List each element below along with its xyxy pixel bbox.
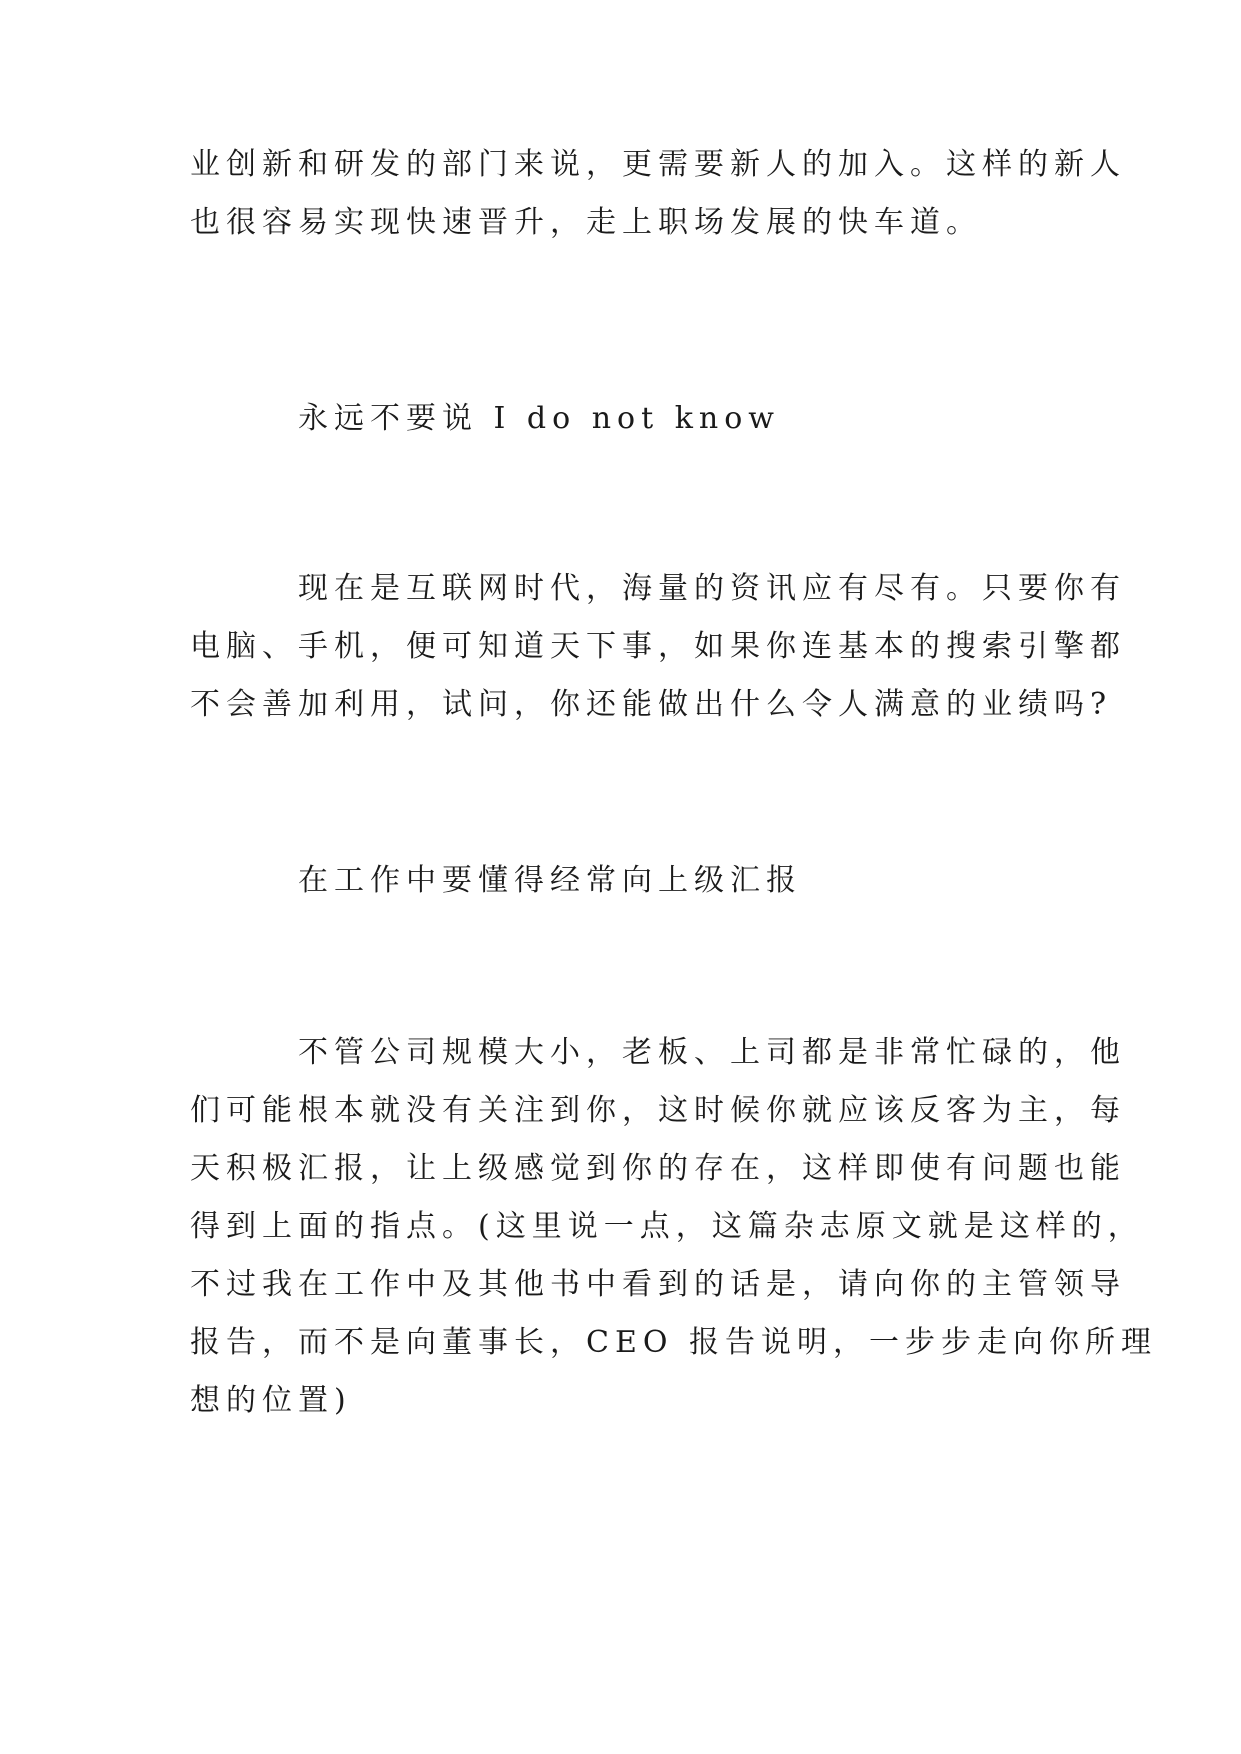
section-heading-1 — [190, 390, 1060, 448]
paragraph-line: 想的位置) — [190, 1383, 352, 1418]
paragraph-line: 报告，而不是向董事长，CEO 报告说明，一步步走向你所理 — [190, 1325, 1157, 1360]
paragraph-line: 业创新和研发的部门来说，更需要新人的加入。这样的新人 — [190, 147, 1126, 182]
paragraph-line: 现在是互联网时代，海量的资讯应有尽有。只要你有 — [298, 571, 1126, 606]
paragraph-line: 也很容易实现快速晋升，走上职场发展的快车道。 — [190, 205, 982, 240]
paragraph-1 — [190, 136, 1126, 252]
paragraph-line: 不会善加利用，试问，你还能做出什么令人满意的业绩吗? — [190, 687, 1113, 722]
heading-line: 永远不要说 I do not know — [298, 401, 780, 436]
paragraph-line: 得到上面的指点。(这里说一点，这篇杂志原文就是这样的， — [190, 1209, 1144, 1244]
paragraph-3 — [190, 1024, 1157, 1430]
paragraph-line: 天积极汇报，让上级感觉到你的存在，这样即使有问题也能 — [190, 1151, 1126, 1186]
paragraph-line: 不过我在工作中及其他书中看到的话是，请向你的主管领导 — [190, 1267, 1126, 1302]
paragraph-line: 电脑、手机，便可知道天下事，如果你连基本的搜索引擎都 — [190, 629, 1126, 664]
paragraph-2 — [190, 560, 1126, 734]
heading-line: 在工作中要懂得经常向上级汇报 — [298, 863, 802, 898]
paragraph-line: 们可能根本就没有关注到你，这时候你就应该反客为主，每 — [190, 1093, 1126, 1128]
section-heading-2 — [190, 852, 1060, 910]
paragraph-line: 不管公司规模大小，老板、上司都是非常忙碌的，他 — [298, 1035, 1126, 1070]
